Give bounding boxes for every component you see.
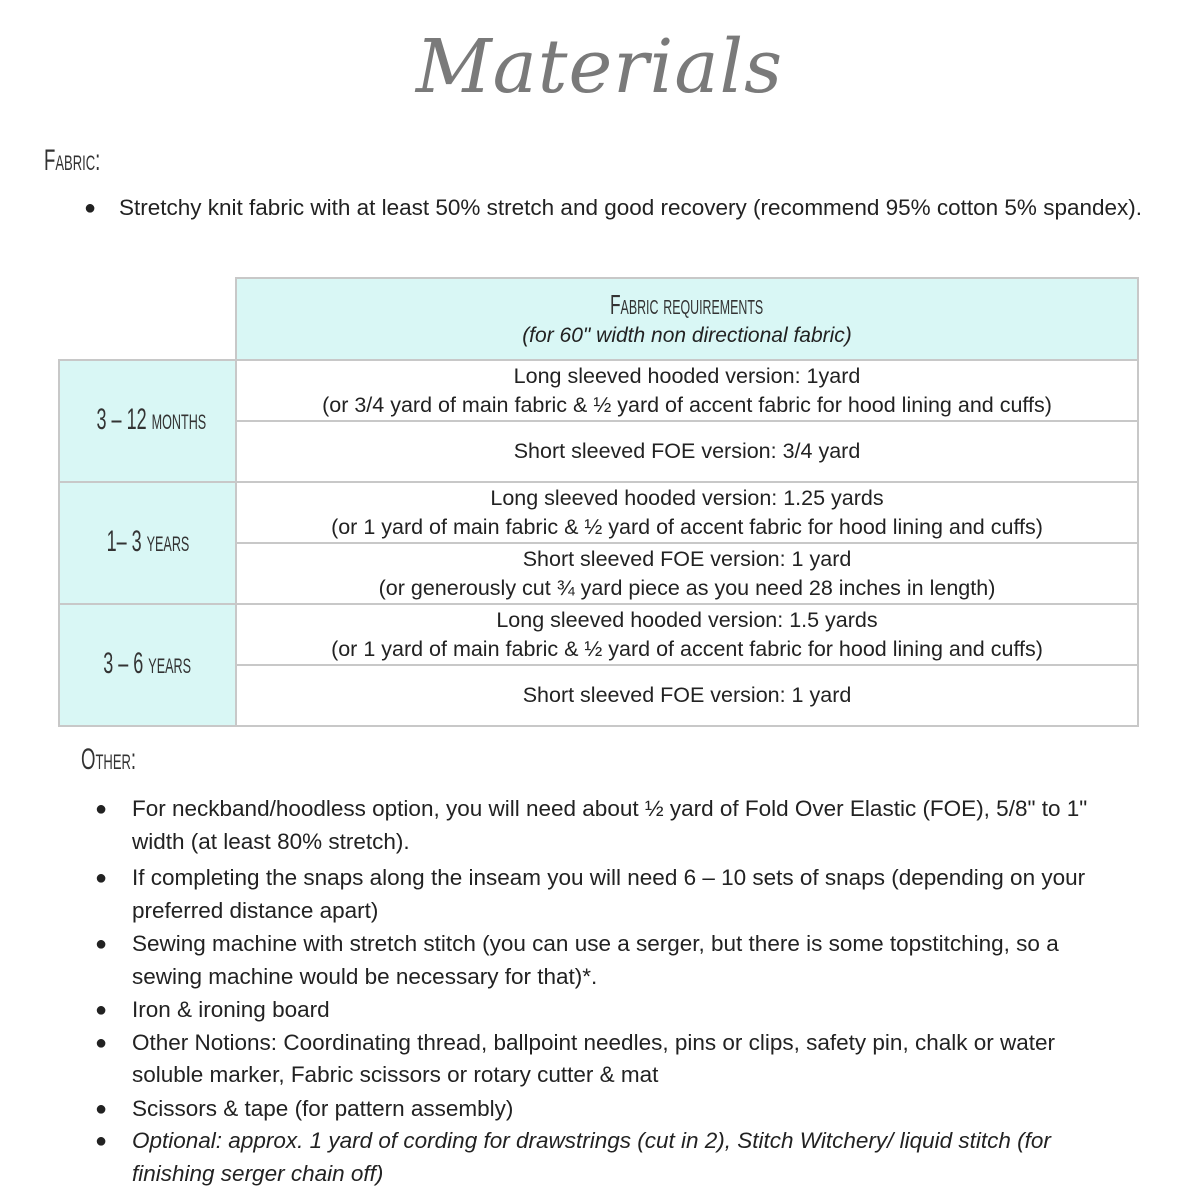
- bullet-icon: ●: [95, 1130, 108, 1152]
- bullet-icon: ●: [95, 1031, 108, 1054]
- table-corner: [59, 278, 236, 360]
- long-sleeve-cell: Long sleeved hooded version: 1yard (or 3/4 yard of main fabric & ½ yard of accent fabric for hood lining and cuffs): [236, 360, 1138, 421]
- other-section-label: Other:: [81, 743, 137, 776]
- bullet-icon: ●: [95, 798, 108, 820]
- other-bullet-list: [95, 793, 1125, 1190]
- bullet-icon: ●: [95, 867, 108, 889]
- bullet-icon: ●: [84, 197, 97, 219]
- long-sleeve-cell: Long sleeved hooded version: 1.5 yards (or 1 yard of main fabric & ½ yard of accent fabric for hood lining and cuffs): [236, 604, 1138, 665]
- list-item: ● Sewing machine with stretch stitch (you can use a serger, but there is some topstitching, so a sewing machine would be necessary for that)*.: [95, 928, 1125, 993]
- fabric-section-label: Fabric:: [44, 144, 101, 177]
- fabric-bullet-list: [84, 192, 1154, 224]
- table-row: [59, 360, 1138, 421]
- size-cell: 3 – 6 years: [59, 604, 236, 726]
- table-header-row: [59, 278, 1138, 360]
- list-item: ● Other Notions: Coordinating thread, ballpoint needles, pins or clips, safety pin, chalk or water soluble marker, Fabric scissors or rotary cutter & mat: [95, 1027, 1125, 1092]
- page-title: Materials: [415, 24, 784, 110]
- list-item: ● Iron & ironing board: [95, 994, 1125, 1027]
- list-item: ● Scissors & tape (for pattern assembly): [95, 1093, 1125, 1126]
- table-row: [59, 482, 1138, 543]
- fabric-requirements-table: [58, 277, 1139, 727]
- short-sleeve-cell: Short sleeved FOE version: 3/4 yard: [236, 421, 1138, 482]
- bullet-icon: ●: [95, 1097, 108, 1120]
- short-sleeve-cell: Short sleeved FOE version: 1 yard (or generously cut ¾ yard piece as you need 28 inches in length): [236, 543, 1138, 604]
- table-row: [59, 604, 1138, 665]
- list-item: ● If completing the snaps along the inseam you will need 6 – 10 sets of snaps (depending on your preferred distance apart): [95, 862, 1125, 927]
- list-item: ● Optional: approx. 1 yard of cording for drawstrings (cut in 2), Stitch Witchery/ liquid stitch (for finishing serger chain off): [95, 1125, 1125, 1190]
- short-sleeve-cell: Short sleeved FOE version: 1 yard: [236, 665, 1138, 726]
- size-cell: 1– 3 years: [59, 482, 236, 604]
- bullet-icon: ●: [95, 933, 108, 955]
- list-item: ● For neckband/hoodless option, you will need about ½ yard of Fold Over Elastic (FOE), 5/8" to 1" width (at least 80% stretch).: [95, 793, 1125, 858]
- long-sleeve-cell: Long sleeved hooded version: 1.25 yards (or 1 yard of main fabric & ½ yard of accent fabric for hood lining and cuffs): [236, 482, 1138, 543]
- size-cell: 3 – 12 months: [59, 360, 236, 482]
- bullet-icon: ●: [95, 999, 108, 1021]
- table-header: Fabric requirements (for 60" width non directional fabric): [236, 278, 1138, 360]
- list-item: ● Stretchy knit fabric with at least 50% stretch and good recovery (recommend 95% cotton 5% spandex).: [84, 192, 1154, 224]
